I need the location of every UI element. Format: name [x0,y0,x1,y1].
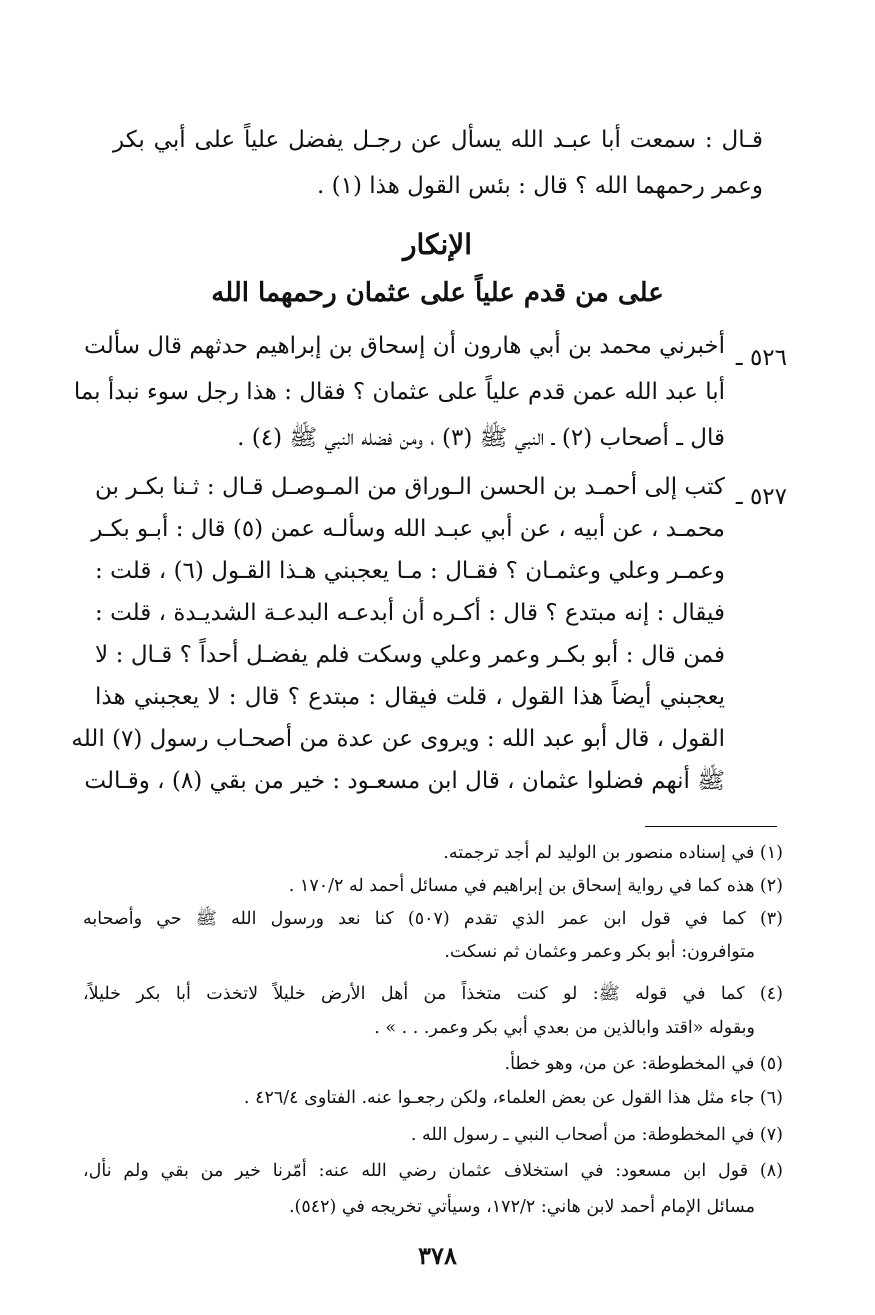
footnote-8: (٨) قول ابن مسعود: في استخلاف عثمان رضي الله عنه: أمّرنا خير من بقي ولم نأل، [83,1161,783,1181]
item-527-line-8: ﷺ أنهم فضلوا عثمان ، قال ابن مسعـود : خير من بقي (٨) ، وقـالت [84,768,725,794]
item-527-line-4: فيقال : إنه مبتدع ؟ قال : أكـره أن أبدعـه البدعـة الشديـدة ، قلت : [95,600,725,626]
page-number: ٣٧٨ [418,1241,457,1270]
item-526-number: ٥٢٦ ـ [735,345,787,371]
item-527-line-6: يعجبني أيضاً هذا القول ، قلت فيقال : مبتدع ؟ قال : لا يعجبني هذا [95,684,725,710]
footnote-7: (٧) في المخطوطة: من أصحاب النبي ـ رسول الله . [410,1125,783,1145]
section-heading-line-2: على من قدم علياً على عثمان رحمهما الله [211,278,664,308]
item-527-line-5: فمن قال : أبو بكـر وعمر وعلي وسكت فلم يفضـل أحداً ؟ قـال : لا [95,642,725,668]
footnote-separator [645,826,777,827]
footnote-2: (٢) هذه كما في رواية إسحاق بن إبراهيم في مسائل أحمد له ١٧٠/٢ . [288,876,783,896]
footnote-6: (٦) جاء مثل هذا القول عن بعض العلماء، ولكن رجعـوا عنه. الفتاوى ٤٢٦/٤ . [243,1088,783,1108]
item-526-line-3: قال ـ أصحاب (٢) ـ النبي ﷺ (٣) ، ومن فضله النبي ﷺ (٤) . [237,425,725,451]
item-527-line-3: وعمـر وعلي وعثمـان ؟ فقـال : مـا يعجبني هـذا القـول (٦) ، قلت : [95,558,725,584]
footnote-1: (١) في إسناده منصور بن الوليد لم أجد ترجمته. [443,843,783,863]
item-526-line-1: أخبرني محمد بن أبي هارون أن إسحاق بن إبراهيم حدثهم قال سألت [84,333,725,359]
footnote-5: (٥) في المخطوطة: عن من، وهو خطأ. [504,1054,783,1074]
footnote-8-cont: مسائل الإمام أحمد لابن هاني: ١٧٢/٢، وسيأتي تخريجه في (٥٤٢). [288,1197,755,1217]
footnote-4-cont: وبقوله «اقتد وابالذين من بعدي أبي بكر وعمر. . . » . [374,1018,755,1038]
intro-line-1: قـال : سمعت أبا عبـد الله يسأل عن رجـل يفضل علياً على أبي بكر [113,127,763,153]
intro-line-2: وعمر رحمهما الله ؟ قال : بئس القول هذا (١) . [317,173,763,199]
item-527-line-1: كتب إلى أحمـد بن الحسن الـوراق من المـوصـل قـال : ثـنا بكـر بن [95,474,725,500]
item-527-line-7: القول ، قال أبو عبد الله : ويروى عن عدة من أصحـاب رسول (٧) الله [71,726,725,752]
item-526-line-2: أبا عبد الله عمن قدم علياً على عثمان ؟ فقال : هذا رجل سوء نبدأ بما [73,379,725,405]
footnote-4: (٤) كما في قوله ﷺ: لو كنت متخذاً من أهل الأرض خليلاً لاتخذت أبا بكر خليلاً، [83,984,783,1004]
section-heading-line-1: الإنكار [402,228,473,261]
footnote-3-cont: متوافرون: أبو بكر وعمر وعثمان ثم نسكت. [444,942,755,962]
item-527-number: ٥٢٧ ـ [735,484,787,510]
item-527-line-2: محمـد ، عن أبيه ، عن أبي عبـد الله وسألـه عمن (٥) قال : أبـو بكـر [91,516,725,542]
footnote-3: (٣) كما في قول ابن عمر الذي تقدم (٥٠٧) كنا نعد ورسول الله ﷺ حي وأصحابه [83,909,783,929]
